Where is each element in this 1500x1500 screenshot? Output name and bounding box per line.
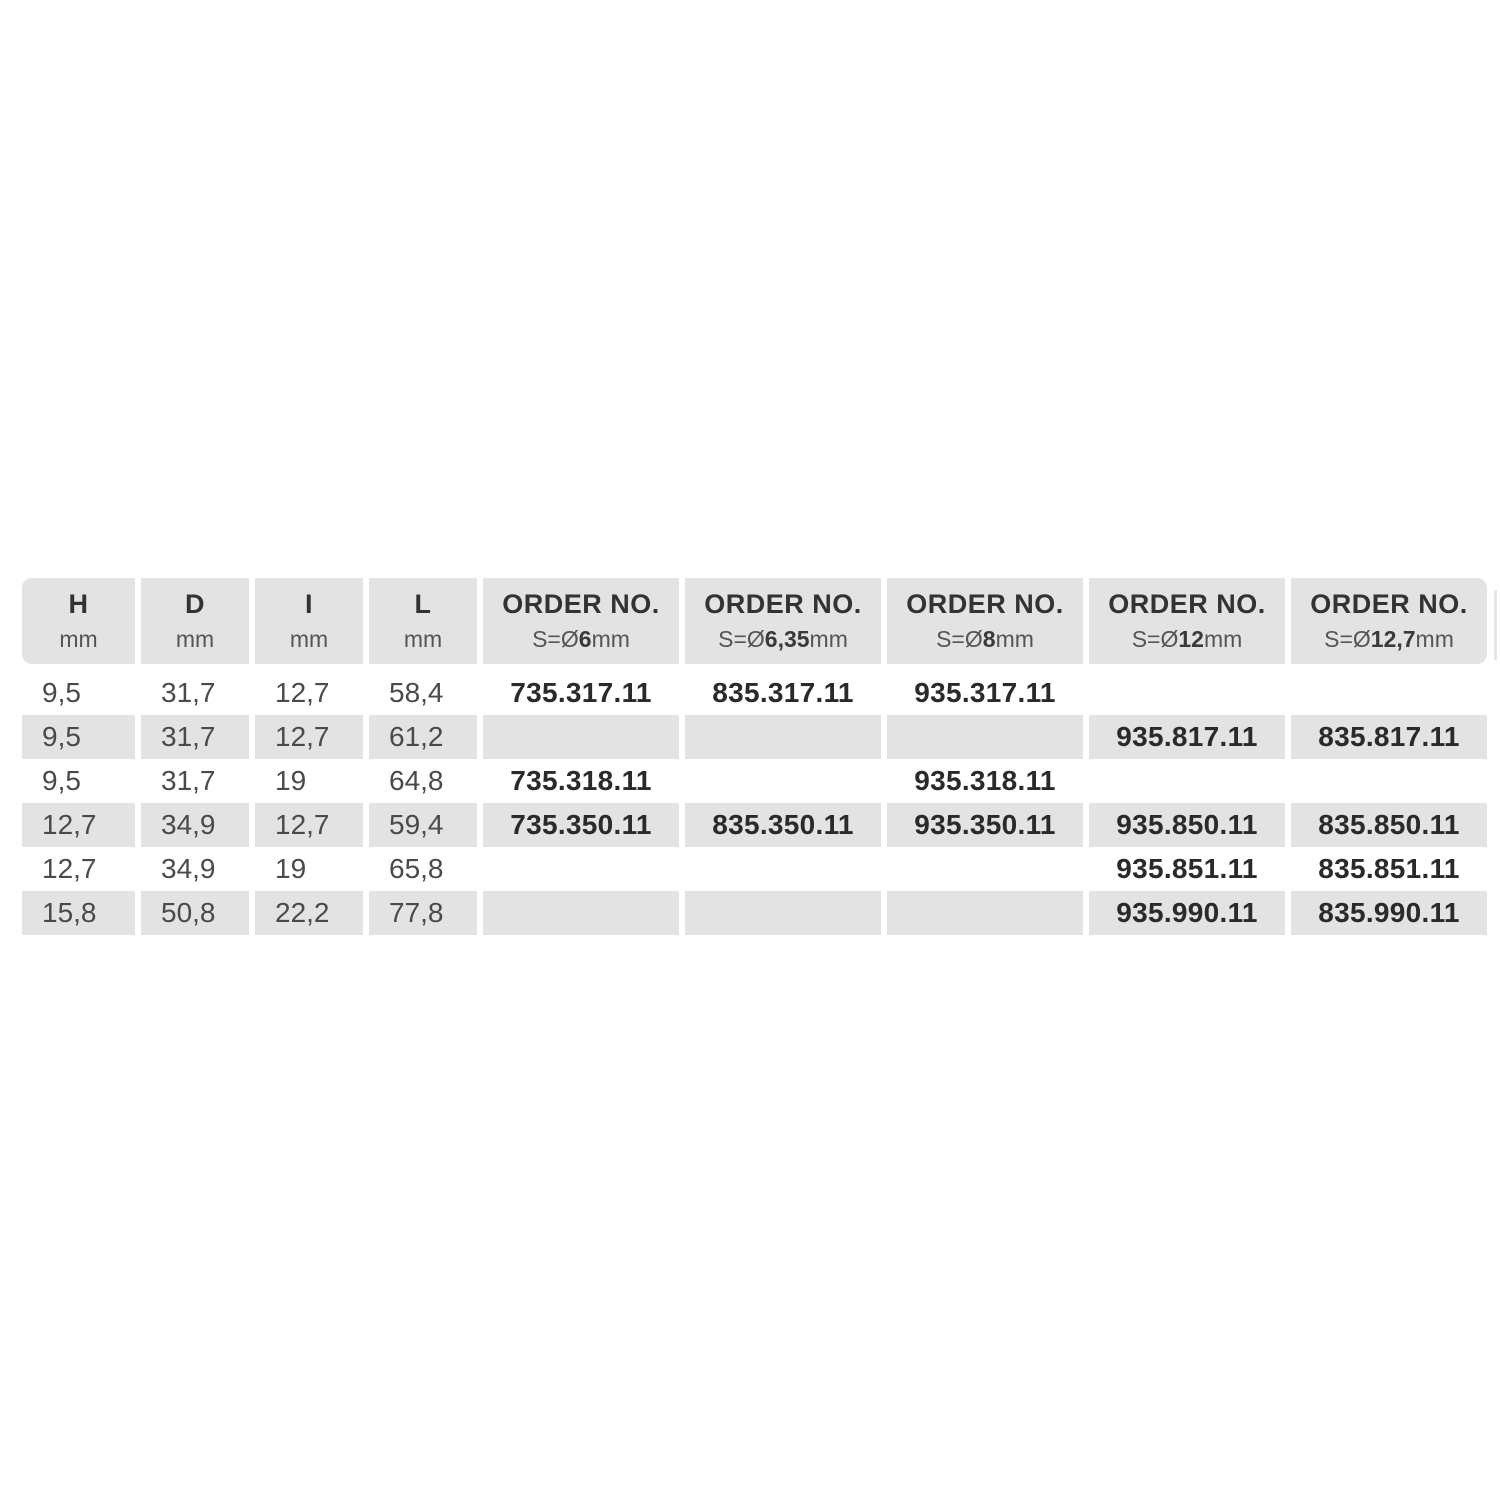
- cell-l: 77,8: [369, 891, 477, 935]
- table-row: [22, 671, 1487, 715]
- header-unit: mm: [289, 626, 329, 652]
- header-d: [141, 578, 249, 664]
- cell-d: 34,9: [161, 853, 216, 884]
- table-row: [22, 803, 1487, 847]
- table-row: [22, 759, 1487, 803]
- header-row: [22, 578, 1487, 664]
- table-row: [22, 715, 1487, 759]
- cell-d: 31,7: [161, 765, 216, 796]
- header-label: ORDER NO.: [906, 589, 1064, 619]
- cell-h: 9,5: [42, 677, 81, 708]
- header-label: I: [304, 589, 313, 619]
- cell-i: 12,7: [255, 715, 363, 759]
- header-unit: [887, 625, 1083, 653]
- cell-d: 31,7: [161, 677, 216, 708]
- unit-value: 12: [1178, 626, 1204, 652]
- cell-order-s6: [483, 891, 679, 935]
- unit-suffix: mm: [995, 626, 1034, 652]
- header-order-s635: [685, 578, 881, 664]
- header-unit: [1089, 625, 1285, 653]
- cell-order-s127: 835.850.11: [1291, 803, 1487, 847]
- unit-prefix: S=Ø: [718, 626, 765, 652]
- cell-order-s12: 935.850.11: [1089, 803, 1285, 847]
- cell-h: 12,7: [42, 853, 97, 884]
- header-label: ORDER NO.: [502, 589, 660, 619]
- cell-l: 65,8: [389, 853, 444, 884]
- cell-order-s127: 835.851.11: [1318, 853, 1460, 884]
- cropped-column-edge: [1494, 590, 1497, 660]
- header-label: ORDER NO.: [704, 589, 862, 619]
- cell-h: 9,5: [22, 715, 135, 759]
- cell-l: 59,4: [369, 803, 477, 847]
- header-order-s127: [1291, 578, 1487, 664]
- header-unit: [1291, 625, 1487, 653]
- cell-order-s6: [483, 715, 679, 759]
- cell-i: 12,7: [275, 677, 330, 708]
- header-unit: mm: [403, 626, 443, 652]
- header-label: ORDER NO.: [1310, 589, 1468, 619]
- cell-order-s12: [1089, 671, 1285, 715]
- cell-order-s8: 935.318.11: [914, 765, 1056, 796]
- cell-order-s635: 835.317.11: [712, 677, 854, 708]
- unit-prefix: S=Ø: [532, 626, 579, 652]
- cell-i: 22,2: [255, 891, 363, 935]
- header-unit: [483, 625, 679, 653]
- header-label: D: [185, 589, 205, 619]
- table-spacer: [22, 664, 1487, 671]
- header-unit: [685, 625, 881, 653]
- cell-h: 15,8: [22, 891, 135, 935]
- header-label: ORDER NO.: [1108, 589, 1266, 619]
- cell-d: 50,8: [141, 891, 249, 935]
- unit-suffix: mm: [1203, 626, 1243, 652]
- header-unit: mm: [59, 626, 98, 652]
- table-row: [22, 891, 1487, 935]
- cell-order-s127: 835.817.11: [1291, 715, 1487, 759]
- unit-value: 12,7: [1370, 626, 1416, 652]
- unit-suffix: mm: [591, 626, 630, 652]
- cell-order-s127: [1291, 759, 1487, 803]
- header-label: L: [414, 589, 432, 619]
- cell-l: 58,4: [389, 677, 444, 708]
- cell-order-s635: [685, 715, 881, 759]
- header-l: [369, 578, 477, 664]
- unit-prefix: S=Ø: [1131, 626, 1179, 652]
- cell-order-s635: [685, 891, 881, 935]
- cell-i: 12,7: [255, 803, 363, 847]
- cell-order-s6: 735.350.11: [483, 803, 679, 847]
- header-h: [22, 578, 135, 664]
- table-row: [22, 847, 1487, 891]
- cell-order-s12: 935.817.11: [1089, 715, 1285, 759]
- cell-h: 12,7: [22, 803, 135, 847]
- cell-order-s8: 935.317.11: [914, 677, 1056, 708]
- cell-i: 19: [275, 853, 307, 884]
- cell-h: 9,5: [42, 765, 81, 796]
- cell-order-s635: 835.350.11: [685, 803, 881, 847]
- header-order-s8: [887, 578, 1083, 664]
- cell-order-s12: 935.990.11: [1089, 891, 1285, 935]
- cell-order-s12: [1089, 759, 1285, 803]
- cell-d: 34,9: [141, 803, 249, 847]
- header-order-s12: [1089, 578, 1285, 664]
- cell-order-s8: 935.350.11: [887, 803, 1083, 847]
- order-spec-table: [16, 578, 1493, 935]
- cell-order-s8: [887, 847, 1083, 891]
- cell-l: 61,2: [369, 715, 477, 759]
- header-label: H: [68, 589, 89, 619]
- cell-order-s6: [483, 847, 679, 891]
- cell-order-s635: [685, 847, 881, 891]
- unit-suffix: mm: [809, 626, 848, 652]
- header-unit: mm: [175, 626, 215, 652]
- unit-value: 6,35: [764, 626, 810, 652]
- cell-i: 19: [275, 765, 307, 796]
- cell-order-s127: 835.990.11: [1291, 891, 1487, 935]
- header-order-s6: [483, 578, 679, 664]
- cell-order-s635: [685, 759, 881, 803]
- cell-order-s6: 735.317.11: [510, 677, 652, 708]
- cell-order-s127: [1291, 671, 1487, 715]
- cell-order-s12: 935.851.11: [1116, 853, 1258, 884]
- unit-value: 6: [578, 626, 592, 652]
- header-i: [255, 578, 363, 664]
- unit-value: 8: [982, 626, 996, 652]
- unit-suffix: mm: [1415, 626, 1454, 652]
- cell-order-s8: [887, 715, 1083, 759]
- cell-order-s6: 735.318.11: [510, 765, 652, 796]
- unit-prefix: S=Ø: [1324, 626, 1371, 652]
- cell-order-s8: [887, 891, 1083, 935]
- cell-d: 31,7: [141, 715, 249, 759]
- unit-prefix: S=Ø: [936, 626, 983, 652]
- cell-l: 64,8: [389, 765, 444, 796]
